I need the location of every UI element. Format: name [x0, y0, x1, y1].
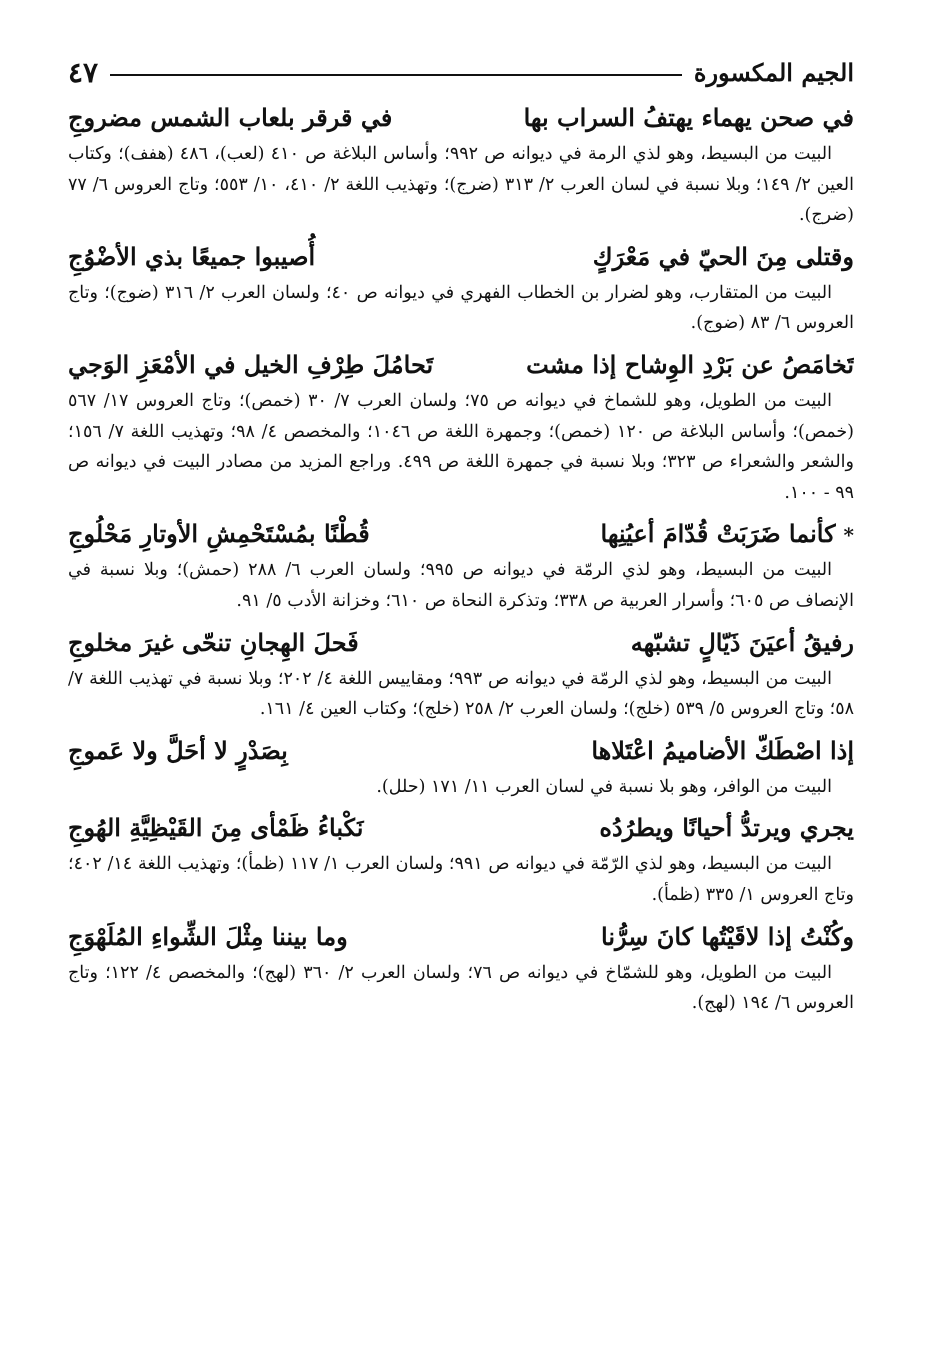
first-hemistich: كأنما ضَرَبَتْ قُدّامَ أعيُنِها: [600, 519, 836, 549]
first-hemistich: وكُنْتُ إذا لاقَيْتُها كانَ سِرُّنا: [601, 921, 854, 951]
verse-note: البيت من البسيط، وهو لذي الرمّة في ديوانه ص ٩٩٣؛ ومقاييس اللغة ٤/ ٢٠٢؛ وبلا نسبة في تهذيب اللغة ٧/ ٥٨؛ وتاج العروس ٥/ ٥٣٩ (خلج)؛ ولسان العرب ٢/ ٢٥٨ (خلج)؛ وكتاب العين ٤/ ١٦١.: [68, 668, 854, 720]
verse-note: البيت من البسيط، وهو لذي الرّمّة في ديوانه ص ٩٩١؛ ولسان العرب ١/ ١١٧ (ظمأ)؛ وتهذيب اللغة ١٤/ ٤٠٢؛ وتاج العروس ١/ ٣٣٥ (ظمأ).: [68, 854, 854, 905]
second-hemistich: وما بيننا مِثْلَ الشِّواءِ المُلَهْوَجِ: [68, 921, 348, 951]
first-hemistich: تَخامَصُ عن بَرْدِ الوِشاح إذا مشت: [526, 349, 854, 379]
book-page: [68, 52, 854, 1332]
verse-note: البيت من البسيط، وهو لذي الرمة في ديوانه ص ٩٩٢؛ وأساس البلاغة ص ٤١٠ (لعب)، ٤٨٦ (هفف)؛ وكتاب العين ٢/ ١٤٩؛ وبلا نسبة في لسان العرب ٢/ ٣١٣ (ضرج)؛ وتهذيب اللغة ٢/ ٤١٠، ١٠/ ٥٥٣؛ وتاج العروس ٦/ ٧٧ (ضرج).: [68, 144, 854, 226]
page-number: ٤٧: [68, 55, 99, 89]
verse-line: [68, 98, 854, 137]
verse-line: [68, 917, 854, 956]
second-hemistich: أُصيبوا جميعًا بذي الأضْوُجِ: [68, 241, 316, 271]
page-header: [68, 52, 854, 92]
verse-entry: [68, 514, 854, 616]
second-hemistich: تَحامُلَ طِرْفِ الخيل في الأمْعَزِ الوَجي: [68, 349, 434, 379]
second-hemistich: قُطْنًا بمُسْتَحْمِشِ الأوتارِ مَحْلُوجِ: [68, 519, 370, 549]
verse-entry: [68, 731, 854, 803]
first-hemistich: وقتلى مِنَ الحيّ في مَعْرَكٍ: [592, 241, 854, 271]
second-hemistich: نَكْباءُ ظَمْأى مِنَ القَيْظِيَّةِ الهُوجِ: [68, 813, 364, 843]
running-title: الجيم المكسورة: [693, 57, 854, 87]
verse-note: البيت من الوافر، وهو بلا نسبة في لسان العرب ١١/ ١٧١ (حلل).: [376, 776, 832, 797]
second-hemistich: فَحلَ الهِجانِ تنحّى غيرَ مخلوجِ: [68, 627, 359, 657]
verse-entry: [68, 623, 854, 725]
verse-entry: [68, 808, 854, 910]
first-hemistich: يجري ويرتدُّ أحيانًا ويطرُدُه: [599, 813, 854, 843]
verse-entry: [68, 237, 854, 339]
verse-note: البيت من المتقارب، وهو لضرار بن الخطاب الفهري في ديوانه ص ٤٠؛ ولسان العرب ٢/ ٣١٦ (ضوج)؛ وتاج العروس ٦/ ٨٣ (ضوج).: [68, 282, 854, 334]
first-hemistich: إذا اصْطَكّ الأضاميمُ اعْتَلاها: [591, 735, 854, 765]
verse-entry: [68, 917, 854, 1019]
star-marker: *: [843, 523, 854, 548]
verse-line: [68, 345, 854, 384]
first-hemistich-wrap: [601, 514, 854, 555]
verse-line: [68, 808, 854, 847]
verse-note: البيت من الطويل، وهو للشمّاخ في ديوانه ص ٧٦؛ ولسان العرب ٢/ ٣٦٠ (لهج)؛ والمخصص ٤/ ١٢٢؛ وتاج العروس ٦/ ١٩٤ (لهج).: [68, 962, 854, 1014]
header-rule: [110, 74, 682, 76]
first-hemistich: في صحن يهماء يهتفُ السراب بها: [523, 103, 854, 132]
verse-entry: [68, 345, 854, 508]
second-hemistich: في قرقر بلعاب الشمس مضروجِ: [68, 103, 393, 132]
verse-note: البيت من البسيط، وهو لذي الرمّة في ديوانه ص ٩٩٥؛ ولسان العرب ٦/ ٢٨٨ (حمش)؛ وبلا نسبة في الإنصاف ص ٦٠٥؛ وأسرار العربية ص ٣٣٨؛ وتذكرة النحاة ص ٦١٠؛ وخزانة الأدب ٥/ ٩١.: [68, 560, 854, 611]
second-hemistich: بِصَدْرٍ لا أحَلَّ ولا عَموجِ: [68, 735, 288, 765]
verse-line: [68, 623, 854, 662]
verse-note: البيت من الطويل، وهو للشماخ في ديوانه ص ٧٥؛ ولسان العرب ٧/ ٣٠ (خمص)؛ وتاج العروس ١٧/ ٥٦٧ (خمص)؛ وأساس البلاغة ص ١٢٠ (خمص)؛ وجمهرة اللغة ص ١٠٤٦؛ والمخصص ٤/ ٩٨؛ وتهذيب اللغة ٧/ ١٥٦؛ والشعر والشعراء ص ٣٢٣؛ وبلا نسبة في جمهرة اللغة ص ٤٩٩. وراجع المزيد من مصادر البيت في ديوانه ص ٩٩ - ١٠٠.: [68, 390, 854, 503]
verse-line: [68, 514, 854, 553]
verse-entry: [68, 98, 854, 231]
verse-line: [68, 731, 854, 770]
first-hemistich: رفيقُ أعيَنَ ذَيّالٍ تشبّهه: [630, 627, 854, 657]
verse-line: [68, 237, 854, 276]
